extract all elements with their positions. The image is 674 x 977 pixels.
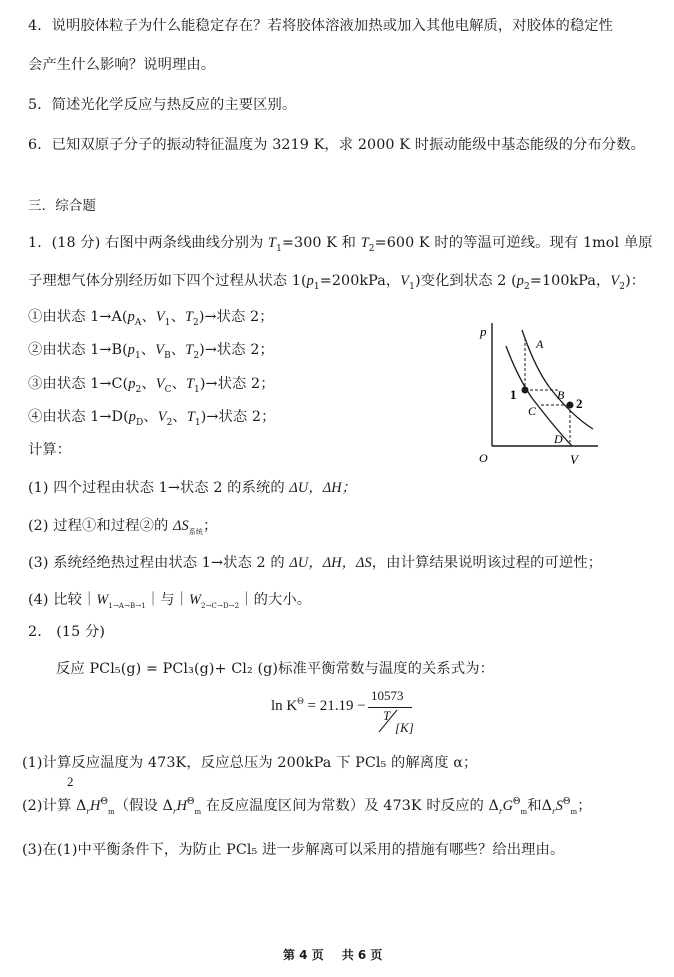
sub1-symbols: ΔU，ΔH；: [289, 480, 357, 496]
var-c: T: [185, 376, 195, 392]
r-subscript: r: [552, 805, 556, 816]
q1-intro-line-1: [28, 233, 653, 253]
sub2-text: (2) 过程①和过程②的: [28, 518, 174, 534]
sub2-text: (2)计算 Δ: [22, 798, 87, 814]
var-a: p: [128, 376, 136, 392]
q1-sub-1: [28, 478, 356, 498]
var-a: p: [127, 342, 136, 358]
state-1-label: 1: [510, 387, 517, 402]
process-prefix: ②由状态 1→B(: [28, 342, 128, 358]
theta-sup: Θ: [297, 696, 304, 706]
var-b: V: [155, 376, 165, 392]
w1-subscript: 1→A→B→1: [108, 601, 146, 610]
point-d-label: D: [554, 432, 563, 446]
p2-subscript: 2: [524, 281, 530, 292]
p-axis-label: p: [480, 324, 487, 339]
var-a: p: [127, 309, 135, 325]
process-suffix: )→状态 2；: [200, 409, 276, 425]
var-c-subscript: 1: [194, 417, 201, 428]
theta-sup: Θ: [513, 797, 521, 808]
var-c: T: [184, 309, 194, 325]
process-line-4: [28, 407, 276, 427]
state-1-point: [522, 387, 529, 394]
t2-subscript: 2: [368, 243, 375, 254]
t1-symbol: T: [268, 235, 277, 251]
var-a-subscript: D: [136, 417, 144, 428]
question-4-line-2: 会产生什么影响？说明理由。: [28, 57, 216, 73]
p1-symbol: p: [306, 273, 314, 289]
fraction-k: [K]: [395, 720, 414, 735]
separator: 、: [140, 342, 156, 358]
process-prefix: ④由状态 1→D(: [28, 409, 129, 425]
sub3-end: ，由计算结果说明该过程的可逆性；: [371, 555, 603, 571]
var-c: T: [186, 409, 195, 425]
process-line-2: [28, 340, 274, 360]
process-line-3: [28, 374, 275, 394]
var-a-subscript: A: [134, 317, 142, 328]
q1-sub-2: [28, 516, 217, 536]
separator: 、: [170, 309, 185, 325]
point-b-label: B: [557, 388, 565, 402]
v1-symbol: V: [400, 273, 410, 289]
sub1-text: (1) 四个过程由状态 1→状态 2 的系统的: [28, 480, 290, 496]
point-a-label: A: [536, 337, 544, 351]
q1-intro-line-2: [28, 271, 645, 291]
m-subscript: m: [570, 807, 578, 816]
theta-sup: Θ: [562, 797, 571, 808]
r-subscript: r: [86, 805, 91, 816]
h-symbol: H: [176, 798, 188, 814]
q1-intro-text: 1．(18 分) 右图中两条线曲线分别为: [28, 235, 269, 251]
sub4-end: ｜的大小。: [239, 592, 312, 608]
question-6: 6．已知双原子分子的振动特征温度为 3219 K，求 2000 K 时振动能级中基态能级的分布分数。: [28, 137, 646, 153]
theta-sup: Θ: [100, 797, 108, 808]
var-b: V: [155, 309, 165, 325]
separator: 、: [172, 409, 187, 425]
formula-lhs: [271, 698, 366, 715]
process-suffix: )→状态 2；: [199, 376, 275, 392]
q1-sub-4: [28, 590, 311, 610]
m-subscript: m: [107, 807, 115, 816]
process-suffix: )→状态 2；: [198, 309, 274, 325]
var-b-subscript: 1: [164, 317, 171, 328]
var-c-subscript: 2: [193, 317, 199, 328]
origin-label: O: [479, 451, 488, 465]
question-4-line-1: 4．说明胶体粒子为什么能稳定存在？若将胶体溶液加热或加入其他电解质，对胶体的稳定性: [28, 18, 614, 34]
page-number: 第 4 页: [283, 948, 324, 962]
r-subscript: r: [172, 805, 177, 816]
m-subscript: m: [520, 807, 528, 816]
p1-subscript: 1: [313, 281, 320, 292]
ln-k: ln K: [271, 698, 298, 714]
state-2-point: [567, 402, 574, 409]
w2-symbol: W: [189, 592, 202, 608]
q2-reaction: 反应 PCl₅(g) = PCl₃(g)+ Cl₂ (g)标准平衡常数与温度的关系式为：: [56, 661, 495, 677]
s-symbol: S: [555, 798, 563, 814]
m-subscript: m: [194, 807, 202, 816]
v2-symbol: V: [610, 273, 620, 289]
var-a-subscript: 1: [135, 350, 141, 361]
sub2-paren: （假设 Δ: [114, 798, 173, 814]
t2-symbol: T: [360, 235, 369, 251]
w1-symbol: W: [96, 592, 109, 608]
separator: 、: [171, 376, 186, 392]
sub4-mid: ｜与｜: [145, 592, 190, 608]
process-prefix: ①由状态 1→A(: [28, 309, 128, 325]
separator: 、: [141, 309, 156, 325]
q1-sub-3: [28, 553, 602, 573]
var-b: V: [157, 409, 167, 425]
sub3-text: (3) 系统经绝热过程由状态 1→状态 2 的: [28, 555, 290, 571]
process-suffix: )→状态 2；: [199, 342, 274, 358]
fraction-t: T: [383, 708, 391, 723]
t1-value: =300 K 和: [281, 235, 361, 251]
v1-subscript: 1: [409, 281, 415, 292]
h-symbol: H: [90, 798, 101, 814]
stray-mark: 2: [67, 774, 74, 789]
var-b-subscript: B: [164, 350, 171, 361]
sub2-mid: 在反应温度区间为常数）及 473K 时反应的 Δ: [201, 798, 499, 814]
p2-symbol: p: [516, 273, 525, 289]
question-5: 5．简述光化学反应与热反应的主要区别。: [28, 97, 297, 113]
t1-subscript: 1: [276, 243, 282, 254]
q1-line2-mid: )变化到状态 2 (: [414, 273, 517, 289]
sub2-end: ；: [577, 798, 592, 814]
var-a: p: [128, 409, 136, 425]
calc-label: 计算：: [28, 442, 72, 458]
page-footer: [283, 946, 382, 963]
var-c-subscript: 1: [194, 384, 200, 395]
var-c-subscript: 2: [193, 350, 200, 361]
q1-line2-text: 子理想气体分别经历如下四个过程从状态 1(: [28, 273, 307, 289]
sub2-symbol: ΔS: [173, 518, 189, 534]
separator: 、: [141, 376, 156, 392]
var-b-subscript: C: [164, 384, 172, 395]
q2-header: 2. (15 分): [28, 624, 106, 640]
t2-value: =600 K 时的等温可逆线。现有 1mol 单原: [374, 235, 653, 251]
process-line-1: [28, 307, 274, 327]
var-b-subscript: 2: [166, 417, 173, 428]
sub3-symbols: ΔU，ΔH，ΔS: [289, 555, 372, 571]
equilibrium-formula: [271, 688, 431, 748]
p2-value: =100kPa，: [529, 273, 611, 289]
r-subscript: r: [498, 805, 503, 816]
sub2-subscript: 系统: [188, 527, 203, 536]
sub2-and: 和Δ: [527, 798, 553, 814]
g-symbol: G: [502, 798, 514, 814]
var-a-subscript: 2: [135, 384, 142, 395]
section-title: 三．综合题: [28, 198, 96, 214]
var-c: T: [185, 342, 194, 358]
p1-value: =200kPa，: [319, 273, 401, 289]
w2-subscript: 2→C→D→2: [201, 601, 240, 610]
q2-sub-3: (3)在(1)中平衡条件下，为防止 PCl₅ 进一步解离可以采用的措施有哪些？给出理由。: [22, 842, 565, 858]
var-b: V: [155, 342, 165, 358]
theta-sup: Θ: [187, 797, 195, 808]
q1-line2-end: )：: [625, 273, 646, 289]
pv-diagram: [480, 318, 610, 468]
separator: 、: [170, 342, 186, 358]
q2-sub-1: (1)计算反应温度为 473K，反应总压为 200kPa 下 PCl₅ 的解离度 α；: [22, 755, 478, 771]
state-2-label: 2: [576, 396, 583, 411]
formula-constant: = 21.19 −: [303, 698, 366, 714]
sub4-text: (4) 比较｜: [28, 592, 97, 608]
q2-sub-2: [22, 796, 592, 816]
sub2-end: ；: [202, 518, 218, 534]
page-total: 共 6 页: [341, 948, 383, 962]
process-prefix: ③由状态 1→C(: [28, 376, 129, 392]
v2-subscript: 2: [619, 281, 626, 292]
fraction-numerator: 10573: [371, 688, 404, 703]
v-axis-label: V: [570, 452, 578, 467]
separator: 、: [143, 409, 158, 425]
point-c-label: C: [528, 404, 537, 418]
